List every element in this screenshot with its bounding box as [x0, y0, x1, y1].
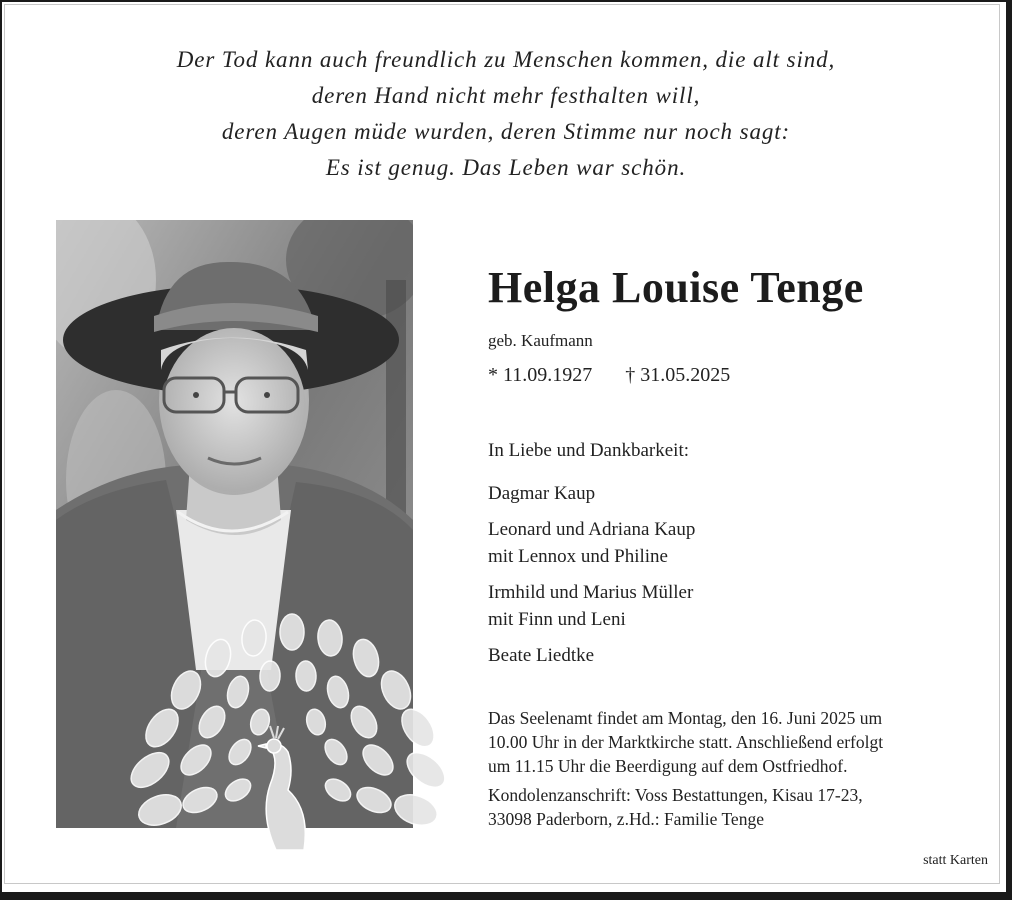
poem-line: Es ist genug. Das Leben war schön. — [325, 155, 687, 180]
mourner-line: Leonard und Adriana Kaup — [488, 519, 696, 540]
mourner-line: Dagmar Kaup — [488, 483, 596, 504]
birth-date: * 11.09.1927 — [488, 364, 593, 386]
poem-line: deren Hand nicht mehr festhalten will, — [311, 83, 701, 108]
birth-name: geb. Kaufmann — [488, 331, 593, 350]
mourner-group — [488, 579, 695, 633]
mourner-line: mit Lennox und Philine — [488, 546, 668, 567]
condolence-line: Kondolenzanschrift: Voss Bestattungen, Kisau 17-23, — [488, 785, 863, 805]
condolence-line: 33098 Paderborn, z.Hd.: Familie Tenge — [488, 809, 764, 829]
mourner-line: Irmhild und Marius Müller — [488, 582, 694, 603]
mourners-list — [488, 480, 695, 678]
service-line: Das Seelenamt findet am Montag, den 16. Juni 2025 um — [488, 708, 883, 728]
mourner-group — [488, 480, 695, 507]
poem-line: Der Tod kann auch freundlich zu Menschen kommen, die alt sind, — [176, 47, 836, 72]
life-dates — [488, 364, 730, 387]
death-date: † 31.05.2025 — [625, 364, 731, 386]
deceased-name: Helga Louise Tenge — [488, 263, 864, 312]
service-line: 10.00 Uhr in der Marktkirche statt. Anschließend erfolgt — [488, 732, 884, 752]
mourner-group — [488, 516, 695, 570]
mourner-group — [488, 642, 695, 669]
mourner-line: mit Finn und Leni — [488, 609, 626, 630]
service-info — [488, 706, 978, 831]
peacock-icon — [120, 600, 450, 870]
poem — [0, 42, 1012, 186]
poem-line: deren Augen müde wurden, deren Stimme nur noch sagt: — [221, 119, 791, 144]
mourner-line: Beate Liedtke — [488, 645, 595, 666]
service-line: um 11.15 Uhr die Beerdigung auf dem Ostfriedhof. — [488, 756, 848, 776]
footer-note: statt Karten — [923, 853, 988, 868]
mourners-heading: In Liebe und Dankbarkeit: — [488, 440, 690, 461]
